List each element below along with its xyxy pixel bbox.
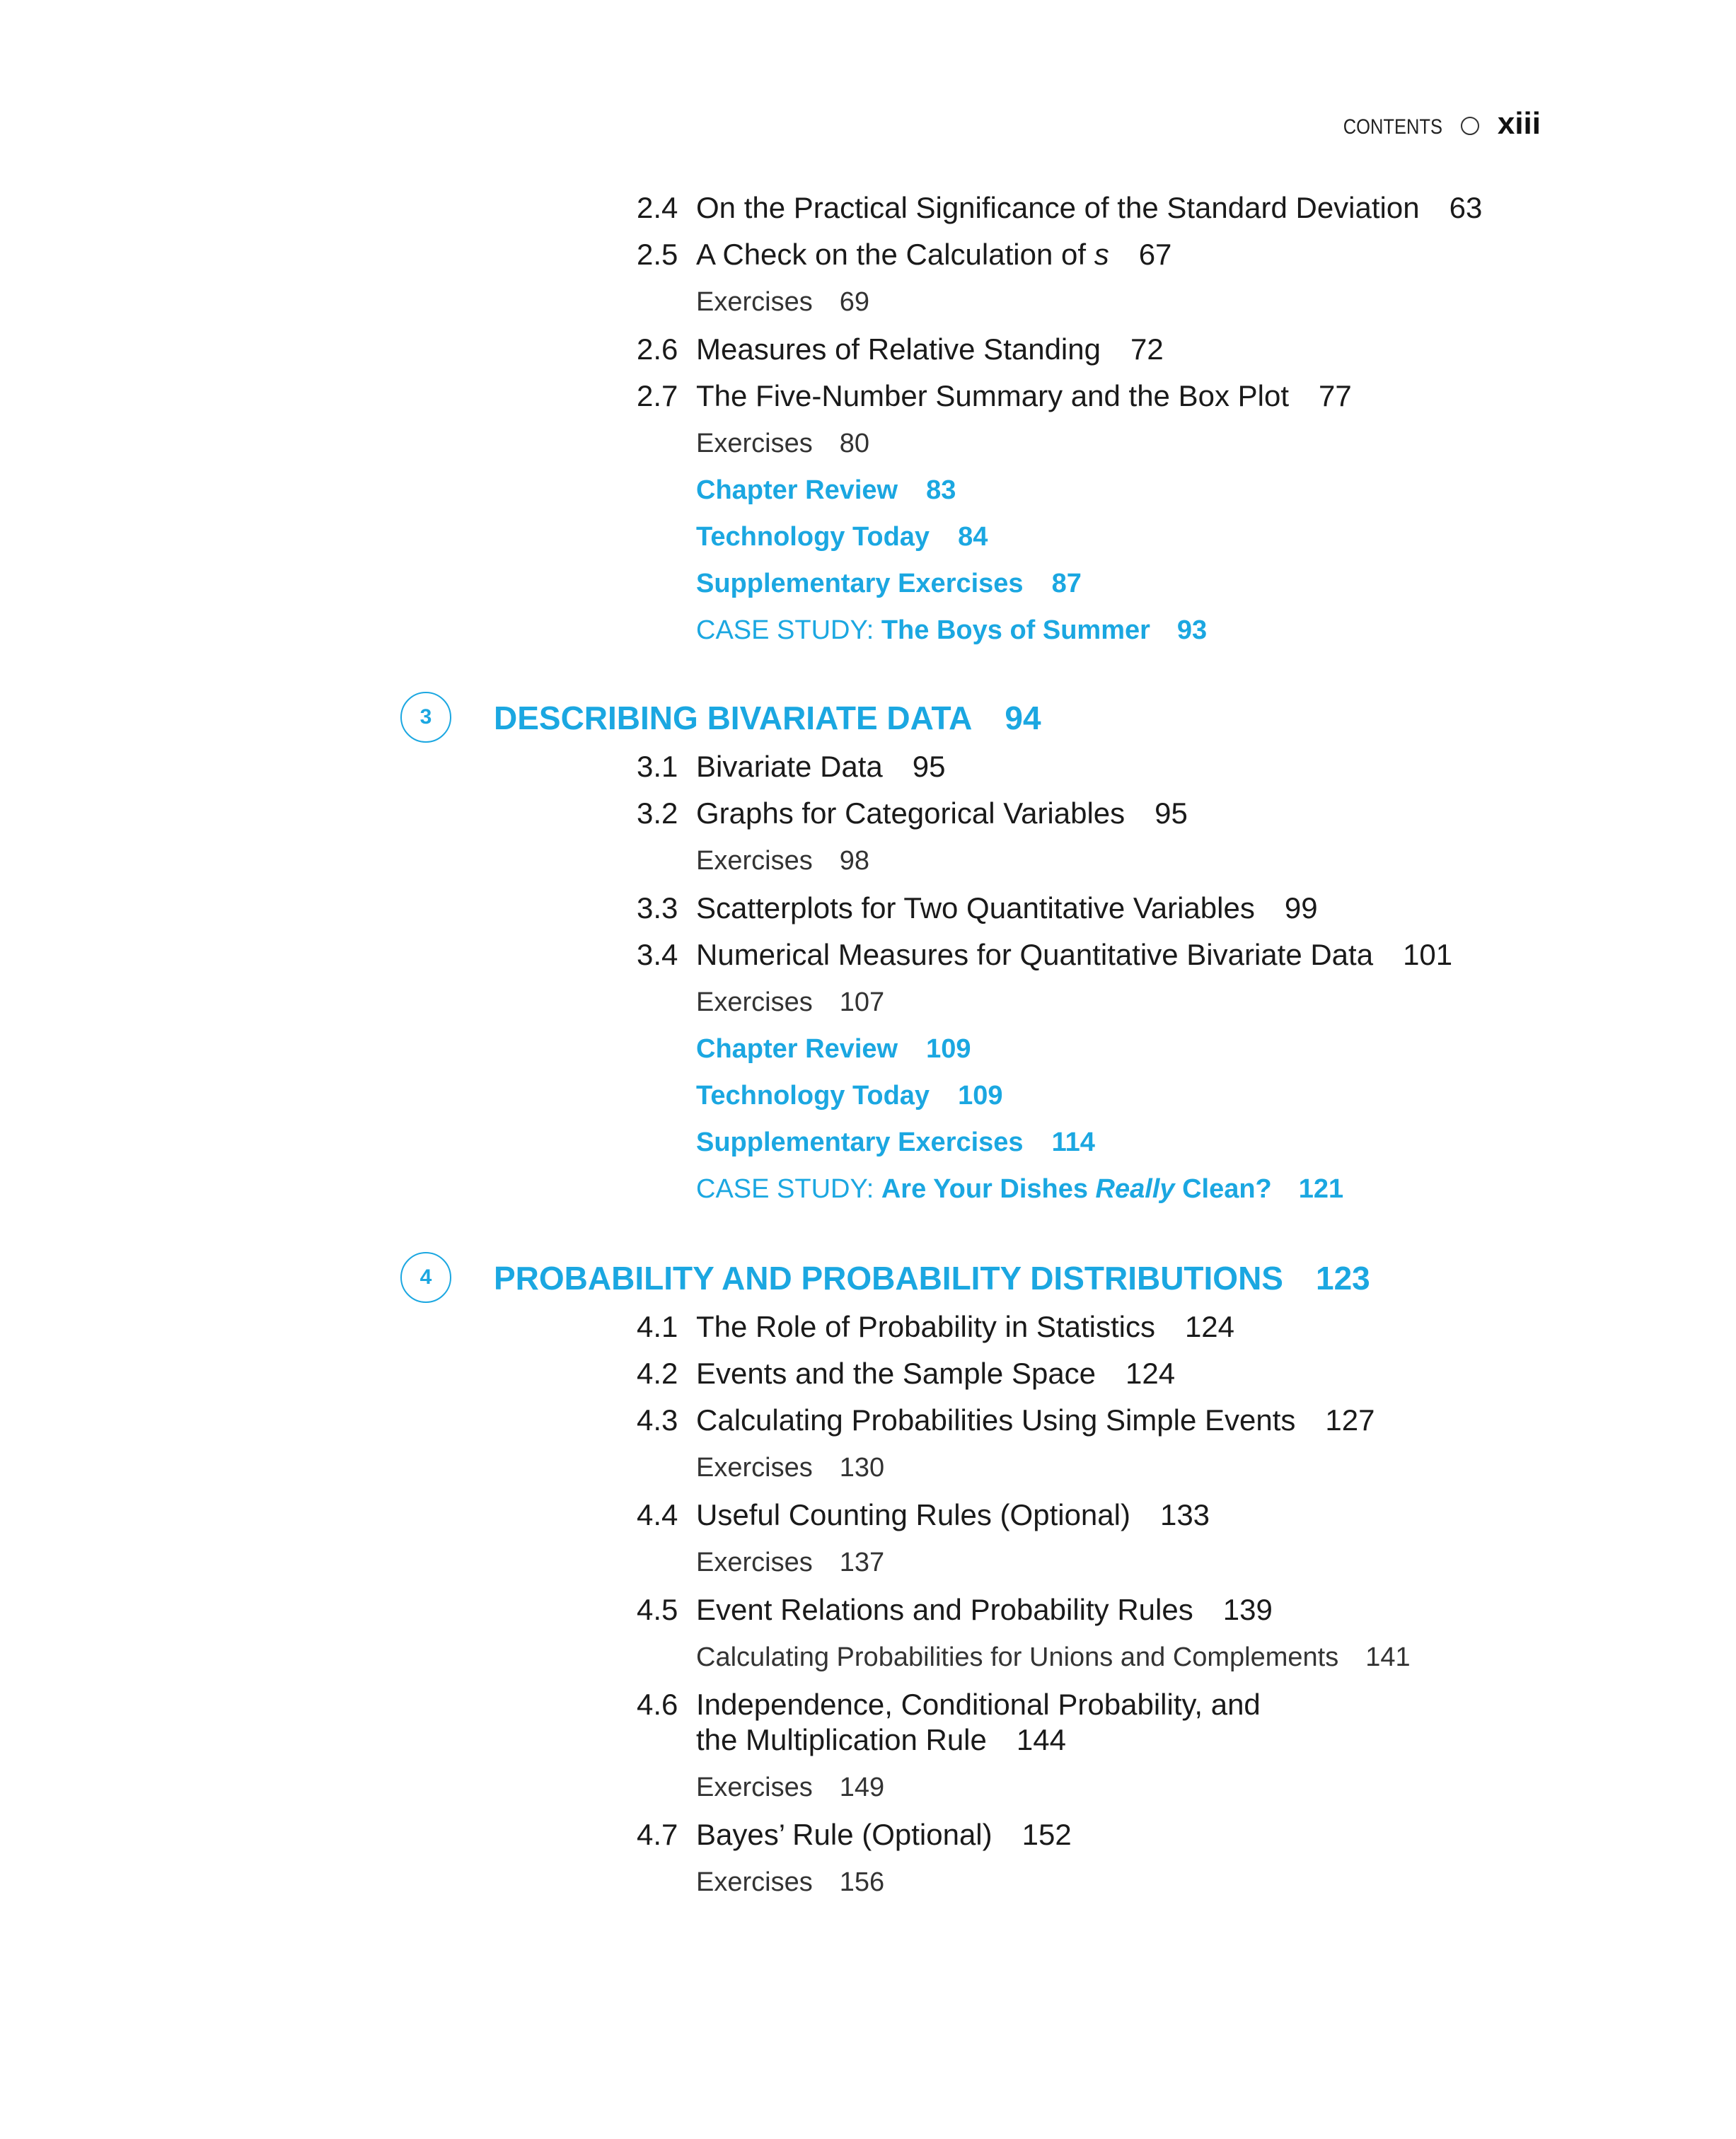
header-label: CONTENTS [1343, 115, 1442, 139]
section-number: 4.1 [637, 1310, 678, 1343]
section-number: 2.4 [637, 191, 678, 224]
toc-entry[interactable]: The Five-Number Summary and the Box Plot 77 [696, 379, 1352, 412]
section-number: 2.5 [637, 238, 678, 271]
toc-entry[interactable]: Useful Counting Rules (Optional) 133 [696, 1498, 1210, 1531]
subtopic-entry[interactable]: Calculating Probabilities for Unions and Complements 141 [696, 1642, 1411, 1672]
toc-entry[interactable]: Event Relations and Probability Rules 139 [696, 1593, 1273, 1626]
toc-entry[interactable]: Scatterplots for Two Quantitative Variables 99 [696, 891, 1318, 924]
technology-today-entry[interactable]: Technology Today 84 [696, 522, 988, 552]
toc-entry[interactable]: On the Practical Significance of the Standard Deviation 63 [696, 191, 1483, 224]
section-number: 4.7 [637, 1818, 678, 1851]
section-number: 4.6 [637, 1688, 678, 1721]
section-number: 2.7 [637, 379, 678, 412]
exercises-entry[interactable]: Exercises 98 [696, 846, 869, 876]
chapter-title[interactable]: PROBABILITY AND PROBABILITY DISTRIBUTIONS 123 [494, 1260, 1370, 1297]
toc-entry[interactable]: Measures of Relative Standing 72 [696, 332, 1164, 366]
toc-entry[interactable]: Numerical Measures for Quantitative Bivariate Data 101 [696, 938, 1453, 971]
supplementary-exercises-entry[interactable]: Supplementary Exercises 87 [696, 569, 1082, 598]
chapter-number-badge: 3 [400, 692, 451, 743]
exercises-entry[interactable]: Exercises 137 [696, 1548, 885, 1577]
case-study-entry[interactable]: CASE STUDY: Are Your Dishes Really Clean? 121 [696, 1174, 1344, 1204]
section-number: 3.1 [637, 750, 678, 783]
section-number: 4.2 [637, 1357, 678, 1390]
exercises-entry[interactable]: Exercises 69 [696, 287, 869, 317]
chapter-review-entry[interactable]: Chapter Review 83 [696, 475, 956, 505]
chapter-title[interactable]: DESCRIBING BIVARIATE DATA 94 [494, 700, 1041, 736]
toc-entry[interactable]: The Role of Probability in Statistics 124 [696, 1310, 1235, 1343]
chapter-number-badge: 4 [400, 1252, 451, 1303]
exercises-entry[interactable]: Exercises 107 [696, 987, 885, 1017]
toc-entry[interactable]: Bivariate Data 95 [696, 750, 946, 783]
circle-bullet-icon [1461, 117, 1479, 135]
section-number: 4.4 [637, 1498, 678, 1531]
page-number: xiii [1497, 106, 1541, 141]
section-number: 3.2 [637, 796, 678, 830]
toc-entry-continuation[interactable]: the Multiplication Rule 144 [696, 1723, 1066, 1756]
toc-entry[interactable]: Independence, Conditional Probability, and [696, 1688, 1261, 1721]
toc-entry[interactable]: A Check on the Calculation of s 67 [696, 238, 1172, 271]
section-number: 3.4 [637, 938, 678, 971]
exercises-entry[interactable]: Exercises 149 [696, 1773, 885, 1802]
section-number: 3.3 [637, 891, 678, 924]
toc-entry[interactable]: Calculating Probabilities Using Simple Events 127 [696, 1403, 1375, 1437]
exercises-entry[interactable]: Exercises 156 [696, 1867, 885, 1897]
toc-entry[interactable]: Bayes’ Rule (Optional) 152 [696, 1818, 1072, 1851]
section-number: 2.6 [637, 332, 678, 366]
exercises-entry[interactable]: Exercises 130 [696, 1453, 885, 1483]
toc-entry[interactable]: Graphs for Categorical Variables 95 [696, 796, 1188, 830]
case-study-entry[interactable]: CASE STUDY: The Boys of Summer 93 [696, 615, 1208, 645]
section-number: 4.5 [637, 1593, 678, 1626]
toc-entry[interactable]: Events and the Sample Space 124 [696, 1357, 1176, 1390]
supplementary-exercises-entry[interactable]: Supplementary Exercises 114 [696, 1128, 1095, 1157]
technology-today-entry[interactable]: Technology Today 109 [696, 1081, 1003, 1111]
running-header [1326, 106, 1541, 141]
chapter-review-entry[interactable]: Chapter Review 109 [696, 1034, 971, 1064]
section-number: 4.3 [637, 1403, 678, 1437]
exercises-entry[interactable]: Exercises 80 [696, 429, 869, 458]
